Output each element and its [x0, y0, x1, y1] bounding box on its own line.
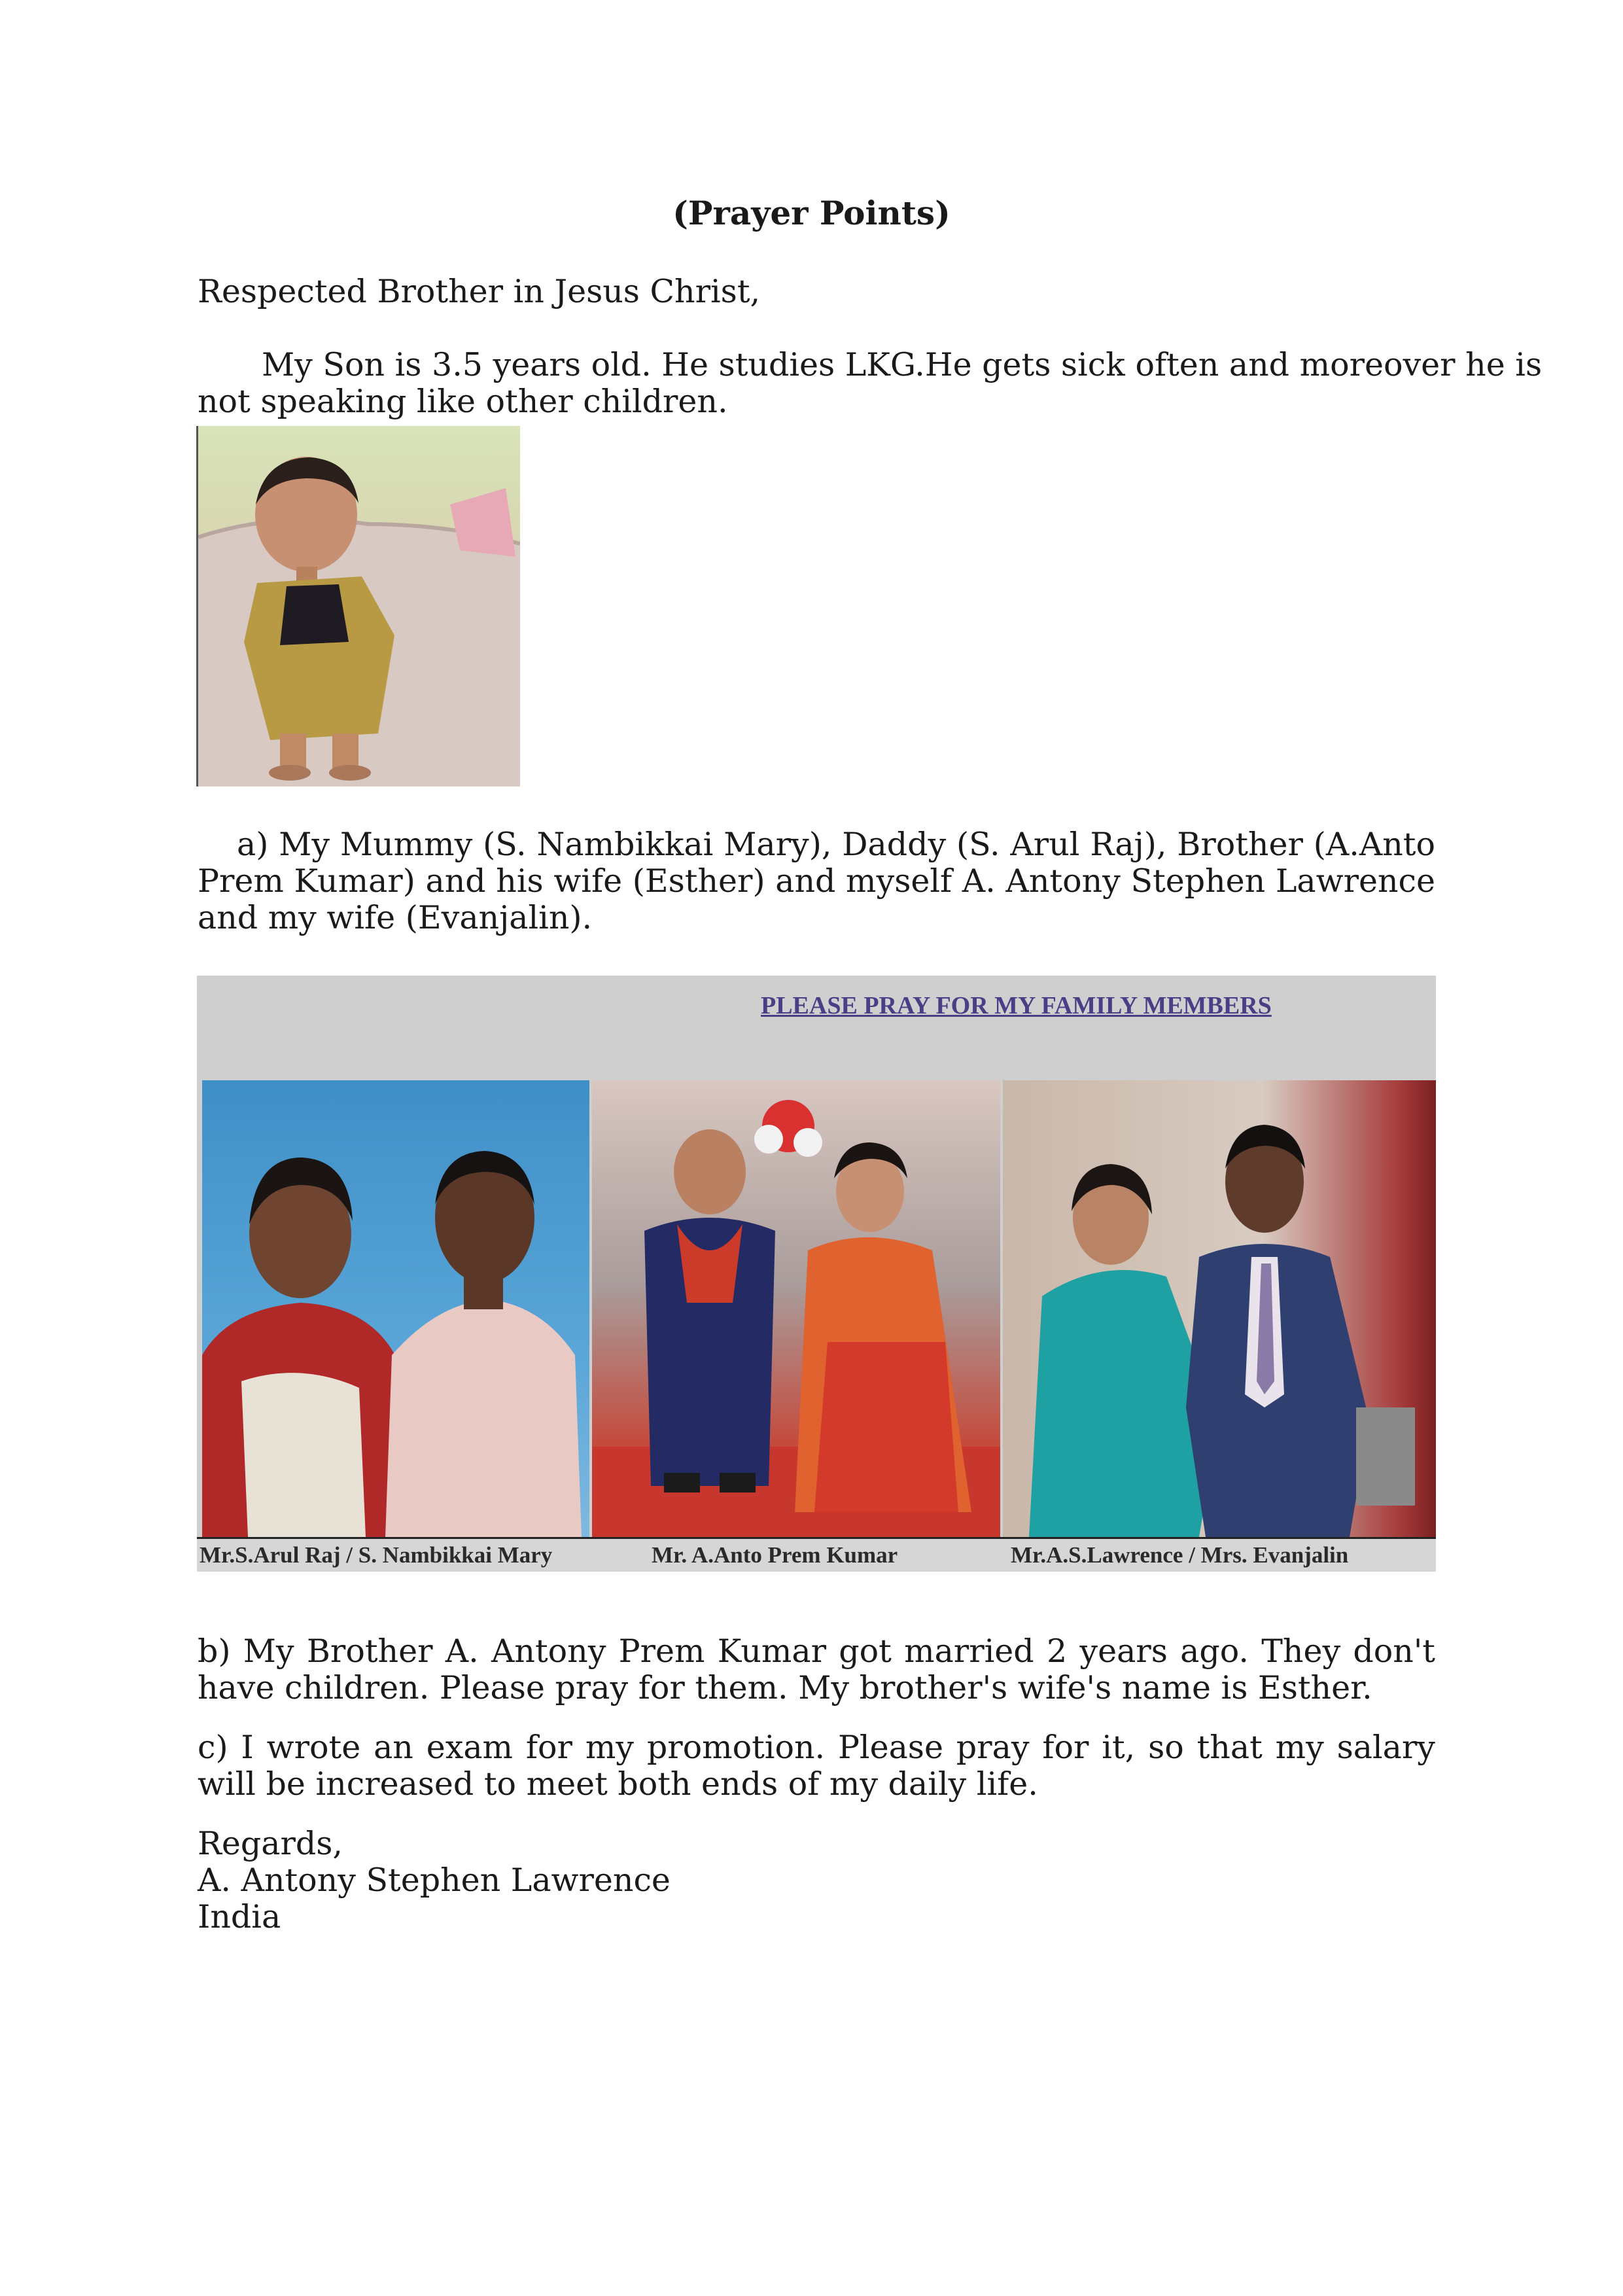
salutation: Respected Brother in Jesus Christ, — [198, 273, 761, 310]
signature-name: A. Antony Stephen Lawrence — [198, 1862, 671, 1899]
family-members-photo-banner — [197, 976, 1436, 1572]
closing-regards: Regards, — [198, 1825, 343, 1862]
banner-title: PLEASE PRAY FOR MY FAMILY MEMBERS — [761, 992, 1272, 1019]
prayer-point-a: a) My Mummy (S. Nambikkai Mary), Daddy (S. Arul Raj), Brother (A.Anto Prem Kumar) and his wife (Esther) and myself A. Antony Stephen Lawrence and my wife (Evanjalin). — [198, 826, 1435, 936]
caption-self: Mr.A.S.Lawrence / Mrs. Evanjalin — [1011, 1542, 1349, 1568]
signature-country: India — [198, 1898, 281, 1935]
prayer-point-c: c) I wrote an exam for my promotion. Please pray for it, so that my salary will be increased to meet both ends of my daily life. — [198, 1729, 1435, 1803]
prayer-point-b: b) My Brother A. Antony Prem Kumar got married 2 years ago. They don't have children. Please pray for them. My brother's wife's name is Esther. — [198, 1633, 1435, 1706]
son-photo — [196, 426, 520, 786]
brother-and-wife-photo — [592, 1080, 1000, 1537]
intro-paragraph-line-2: not speaking like other children. — [198, 383, 728, 420]
self-and-wife-photo — [1003, 1080, 1436, 1537]
intro-paragraph-line-1: My Son is 3.5 years old. He studies LKG.He gets sick often and moreover he is — [262, 346, 1543, 383]
caption-brother: Mr. A.Anto Prem Kumar — [652, 1542, 898, 1568]
page-title: (Prayer Points) — [672, 194, 951, 232]
caption-parents: Mr.S.Arul Raj / S. Nambikkai Mary — [200, 1542, 553, 1568]
parents-photo — [202, 1080, 589, 1537]
